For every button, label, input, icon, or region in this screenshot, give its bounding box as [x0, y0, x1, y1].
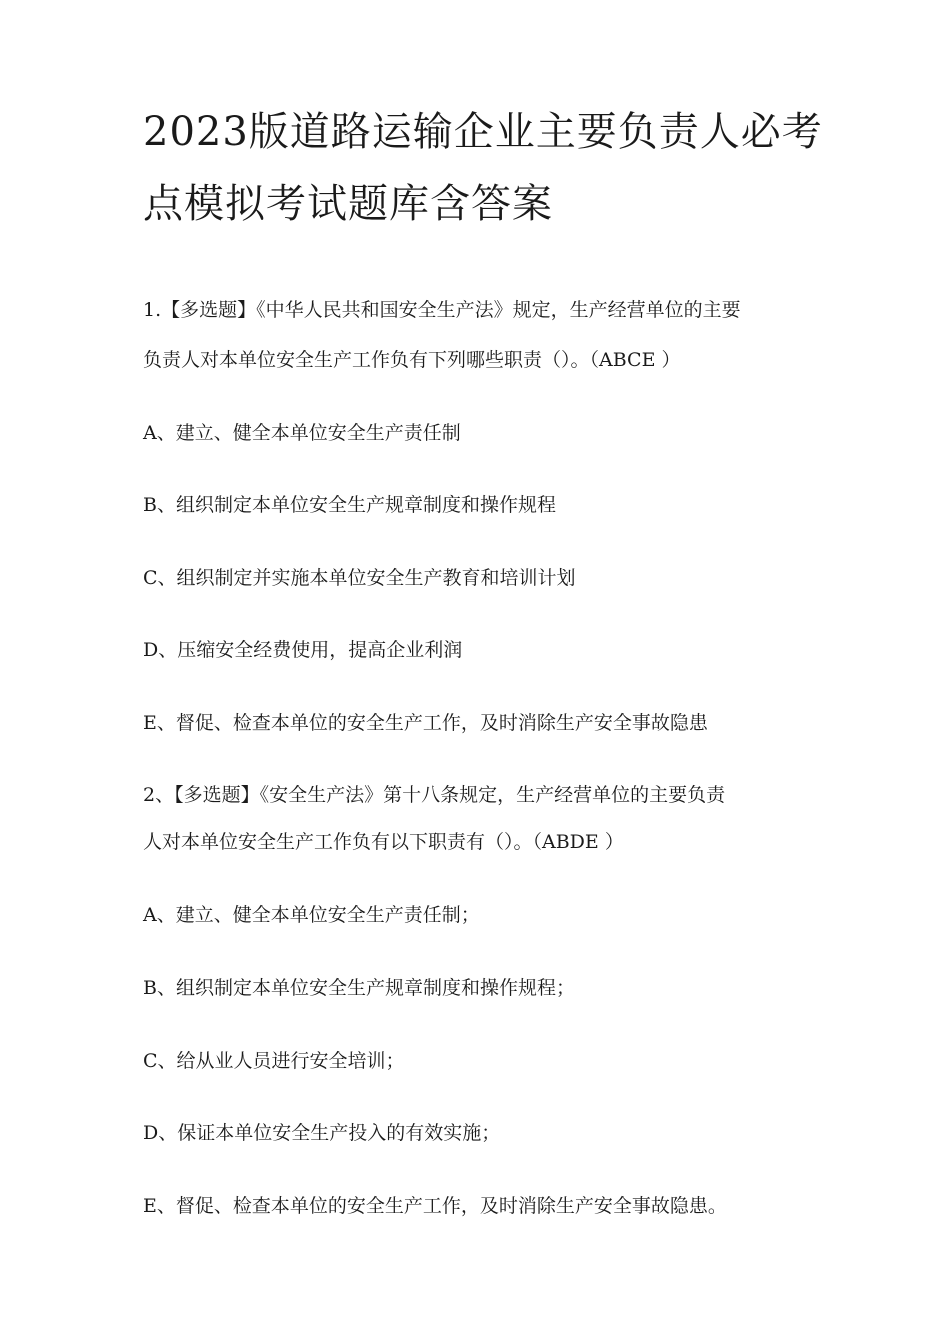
- question-1-option-c: C、组织制定并实施本单位安全生产教育和培训计划: [143, 567, 576, 589]
- question-2-stem-line-2: 人对本单位安全生产工作负有以下职责有（）。（ABDE ）: [143, 831, 624, 853]
- question-2-option-c: C、给从业人员进行安全培训；: [143, 1050, 405, 1072]
- question-1-option-d: D、压缩安全经费使用，提高企业利润: [143, 639, 463, 661]
- document-title: 2023版道路运输企业主要负责人必考点模拟考试题库含答案: [143, 109, 823, 227]
- question-1-option-a: A、建立、健全本单位安全生产责任制: [143, 422, 461, 444]
- question-1-option-b: B、组织制定本单位安全生产规章制度和操作规程: [143, 494, 556, 516]
- question-2-stem-line-1: 2、【多选题】《安全生产法》第十八条规定，生产经营单位的主要负责: [143, 784, 726, 806]
- question-1-option-e: E、督促、检查本单位的安全生产工作，及时消除生产安全事故隐患: [143, 712, 708, 734]
- question-1-stem-line-2: 负责人对本单位安全生产工作负有下列哪些职责（）。（ABCE ）: [143, 349, 681, 371]
- question-2-option-d: D、保证本单位安全生产投入的有效实施；: [143, 1122, 501, 1144]
- question-2-option-e: E、督促、检查本单位的安全生产工作，及时消除生产安全事故隐患。: [143, 1195, 727, 1217]
- question-1-stem-line-1: 1.【多选题】《中华人民共和国安全生产法》规定，生产经营单位的主要: [143, 299, 741, 321]
- question-2-option-b: B、组织制定本单位安全生产规章制度和操作规程；: [143, 977, 575, 999]
- question-2-option-a: A、建立、健全本单位安全生产责任制；: [143, 904, 480, 926]
